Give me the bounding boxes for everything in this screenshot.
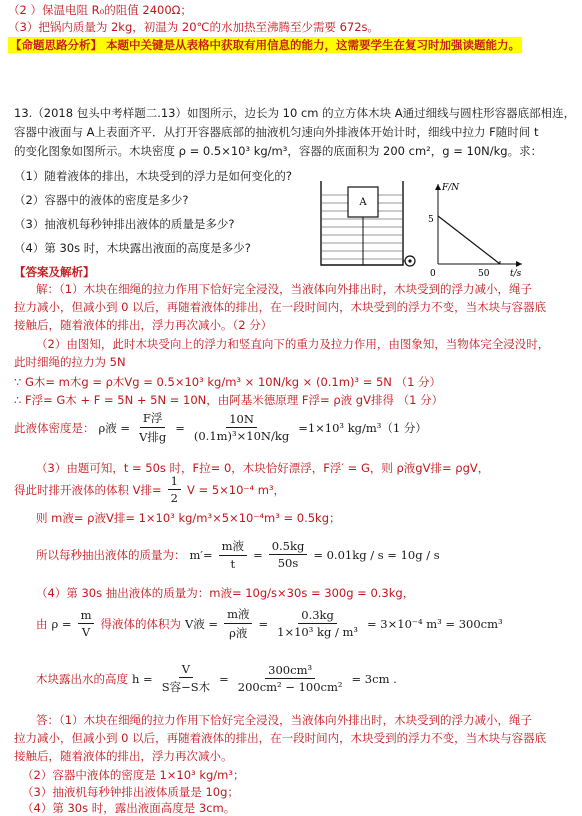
- answer-3-line-3: 则 m液= ρ液V排= 1×10³ kg/m³×5×10⁻⁴m³ = 0.5kg；: [36, 511, 341, 525]
- answer-2-line-2: 此时细绳的拉力为 5N: [14, 355, 126, 369]
- height-eq-lead: 木块露出水的高度: [36, 671, 128, 686]
- mass-rate-frac-1-num: m液: [219, 538, 247, 556]
- height-frac-1-den: S容−S木: [161, 680, 211, 694]
- volume-frac-2-den: 1×10³ kg / m³: [277, 625, 359, 639]
- question-2: （2）容器中的液体的密度是多少?: [14, 193, 189, 207]
- graph-marks: [438, 216, 500, 264]
- question-4: （4）第 30s 时，木块露出液面的高度是多少?: [14, 241, 251, 255]
- density-frac-2: [191, 412, 292, 443]
- mass-rate-lhs: m′=: [189, 547, 213, 562]
- x-axis-label: t/s: [510, 269, 522, 278]
- rho-frac-num: m: [78, 608, 95, 624]
- analysis-text: 本题中关键是从表格中获取有用信息的能力，这需要学生在复习时加强读题能力。: [106, 38, 520, 52]
- mass-rate-equation: [36, 538, 440, 571]
- density-frac-1: [136, 410, 169, 445]
- height-equation: [36, 662, 397, 695]
- force-time-graph: [420, 178, 528, 278]
- x-tick-label: 50: [478, 269, 490, 278]
- half-num: 1: [168, 474, 181, 490]
- rho-fraction: [78, 608, 95, 639]
- summary-4: （4）第 30s 时，露出液面高度是 3cm。: [22, 801, 236, 815]
- answer-1-line-3: 接触后，随着液体的排出，浮力再次减小。（2 分）: [14, 318, 273, 332]
- height-eq-equals: =: [219, 671, 229, 686]
- density-eq-result: =1×10³ kg/m³（1 分）: [298, 420, 427, 435]
- density-eq-lead: 此液体密度是：: [14, 420, 95, 435]
- origin-label: 0: [430, 269, 436, 278]
- summary-3: （3）抽液机每秒钟排出液体质量是 10g；: [22, 785, 239, 799]
- y-tick-label: 5: [428, 215, 434, 225]
- pump-center: [408, 259, 411, 262]
- problem-line-3: 的变化图象如图所示。木块密度 ρ = 0.5×10³ kg/m³，容器的底面积为 200 cm²，g = 10N/kg。求：: [14, 144, 543, 158]
- height-frac-2-num: 300cm³: [265, 663, 315, 679]
- answer-3-line-2: [14, 474, 285, 505]
- x-axis-arrow: [516, 261, 522, 267]
- force-line-segment: [438, 216, 500, 264]
- analysis-note: [8, 37, 522, 53]
- answer-1-line-2: 拉力减小，但减小到 0 以后，再随着液体的排出，在一段时间内，木块受到的浮力不变，当木块与容器底: [14, 300, 547, 314]
- mass-rate-frac-2-den: 50s: [277, 556, 299, 570]
- mass-rate-result: = 0.01kg / s = 10g / s: [313, 547, 440, 562]
- answer-2-line-4: ∴ F浮= G木 + F = 5N + 5N = 10N，由阿基米德原理 F浮= ρ液 gV排得 （1 分）: [14, 393, 444, 407]
- volume-frac-1: [224, 606, 252, 641]
- summary-1-line-2: 拉力减小，但减小到 0 以后，再随着液体的排出，在一段时间内，木块受到的浮力不变，当木块与容器底: [14, 731, 547, 745]
- volume-frac-2: [274, 608, 361, 639]
- volume-eq-v: V液 =: [184, 616, 219, 631]
- analysis-label: 【命题思路分析】: [10, 38, 102, 52]
- density-frac-2-den: (0.1m)³×10N/kg: [193, 429, 290, 443]
- top-line-2: （3）把锅内质量为 2kg，初温为 20℃的水加热至沸腾至少需要 672s。: [8, 20, 380, 34]
- volume-lead: 得此时排开液体的体积 V排=: [14, 482, 162, 497]
- volume-tail: V = 5×10⁻⁴ m³，: [187, 482, 286, 497]
- mass-rate-lead: 所以每秒抽出液体的质量为：: [36, 547, 186, 562]
- half-fraction: [168, 474, 181, 505]
- density-eq-equals: =: [175, 420, 185, 435]
- density-equation: [14, 410, 427, 445]
- density-frac-2-num: 10N: [226, 412, 257, 428]
- half-den: 2: [170, 491, 178, 505]
- mass-rate-frac-1: [219, 538, 247, 571]
- answer-2-line-3: ∵ G木= m木g = ρ木Vg = 0.5×10³ kg/m³ × 10N/kg × (0.1m)³ = 5N （1 分）: [14, 375, 442, 389]
- problem-line-2: 容器中液面与 A上表面齐平．从打开容器底部的抽液机匀速向外排液体开始计时，细线中拉力 F随时间 t: [14, 125, 539, 139]
- summary-2: （2）容器中液体的密度是 1×10³ kg/m³；: [22, 768, 245, 782]
- answer-1-line-1: 解：（1）木块在细绳的拉力作用下恰好完全浸没，当液体向外排出时，木块受到的浮力减小，绳子: [36, 282, 533, 296]
- height-frac-1: [159, 662, 213, 695]
- problem-line-1: 13.（2018 包头中考样题二.13）如图所示，边长为 10 cm 的立方体木块 A通过细线与圆柱形容器底部相连，: [14, 106, 576, 120]
- y-axis-arrow: [435, 184, 441, 190]
- question-1: （1）随着液体的排出，木块受到的浮力是如何变化的?: [14, 169, 292, 183]
- summary-1-line-1: 答：（1）木块在细绳的拉力作用下恰好完全浸没，当液体向外排出时，木块受到的浮力减小，绳子: [36, 713, 533, 727]
- volume-eq-equals: =: [258, 616, 269, 631]
- mass-rate-frac-1-den: t: [230, 557, 236, 571]
- density-frac-1-num: F浮: [140, 410, 165, 428]
- density-eq-lhs: ρ液 =: [98, 420, 131, 435]
- mass-rate-frac-2: [269, 539, 308, 570]
- top-line-1: （2 ）保温电阻 R₀的阻值 2400Ω；: [8, 3, 192, 17]
- volume-frac-1-den: ρ液: [229, 626, 248, 640]
- answer-heading: 【答案及解析】: [14, 265, 95, 279]
- density-frac-1-den: V排g: [139, 430, 167, 444]
- height-frac-2-den: 200cm² − 100cm²: [237, 680, 343, 694]
- answer-4-line-1: （4）第 30s 抽出液体的质量为：m液= 10g/s×30s = 300g = 0.3kg，: [36, 586, 415, 600]
- volume-equation: [36, 606, 503, 641]
- volume-eq-rho: ρ =: [51, 616, 72, 631]
- question-3: （3）抽液机每秒钟排出液体的质量是多少?: [14, 217, 235, 231]
- volume-frac-1-num: m液: [224, 606, 252, 624]
- height-frac-2: [235, 663, 346, 694]
- rho-frac-den: V: [81, 625, 91, 639]
- block-label: A: [359, 197, 367, 208]
- summary-1-line-3: 接触后，随着液体的排出，浮力再次减小。: [14, 749, 233, 763]
- mass-rate-frac-2-num: 0.5kg: [269, 539, 308, 555]
- volume-eq-mid: 得液体的体积为: [100, 616, 181, 631]
- volume-eq-lead: 由: [36, 616, 48, 631]
- answer-2-line-1: （2）由图知，此时木块受向上的浮力和竖直向下的重力及拉力作用，由图象知，当物体完全浸没时，: [36, 337, 550, 351]
- mass-rate-equals: =: [253, 547, 263, 562]
- height-eq-lhs: h =: [132, 671, 153, 686]
- container-figure: [318, 175, 416, 275]
- height-frac-1-num: V: [179, 662, 193, 678]
- y-axis-label: F/N: [442, 183, 460, 193]
- volume-eq-result: = 3×10⁻⁴ m³ = 300cm³: [367, 616, 503, 631]
- answer-3-line-1: （3）由题可知，t = 50s 时，F拉= 0，木块恰好漂浮，F浮′ = G，则 ρ液gV排= ρgV，: [36, 461, 490, 475]
- height-eq-result: = 3cm .: [351, 671, 397, 686]
- volume-frac-2-num: 0.3kg: [298, 608, 337, 624]
